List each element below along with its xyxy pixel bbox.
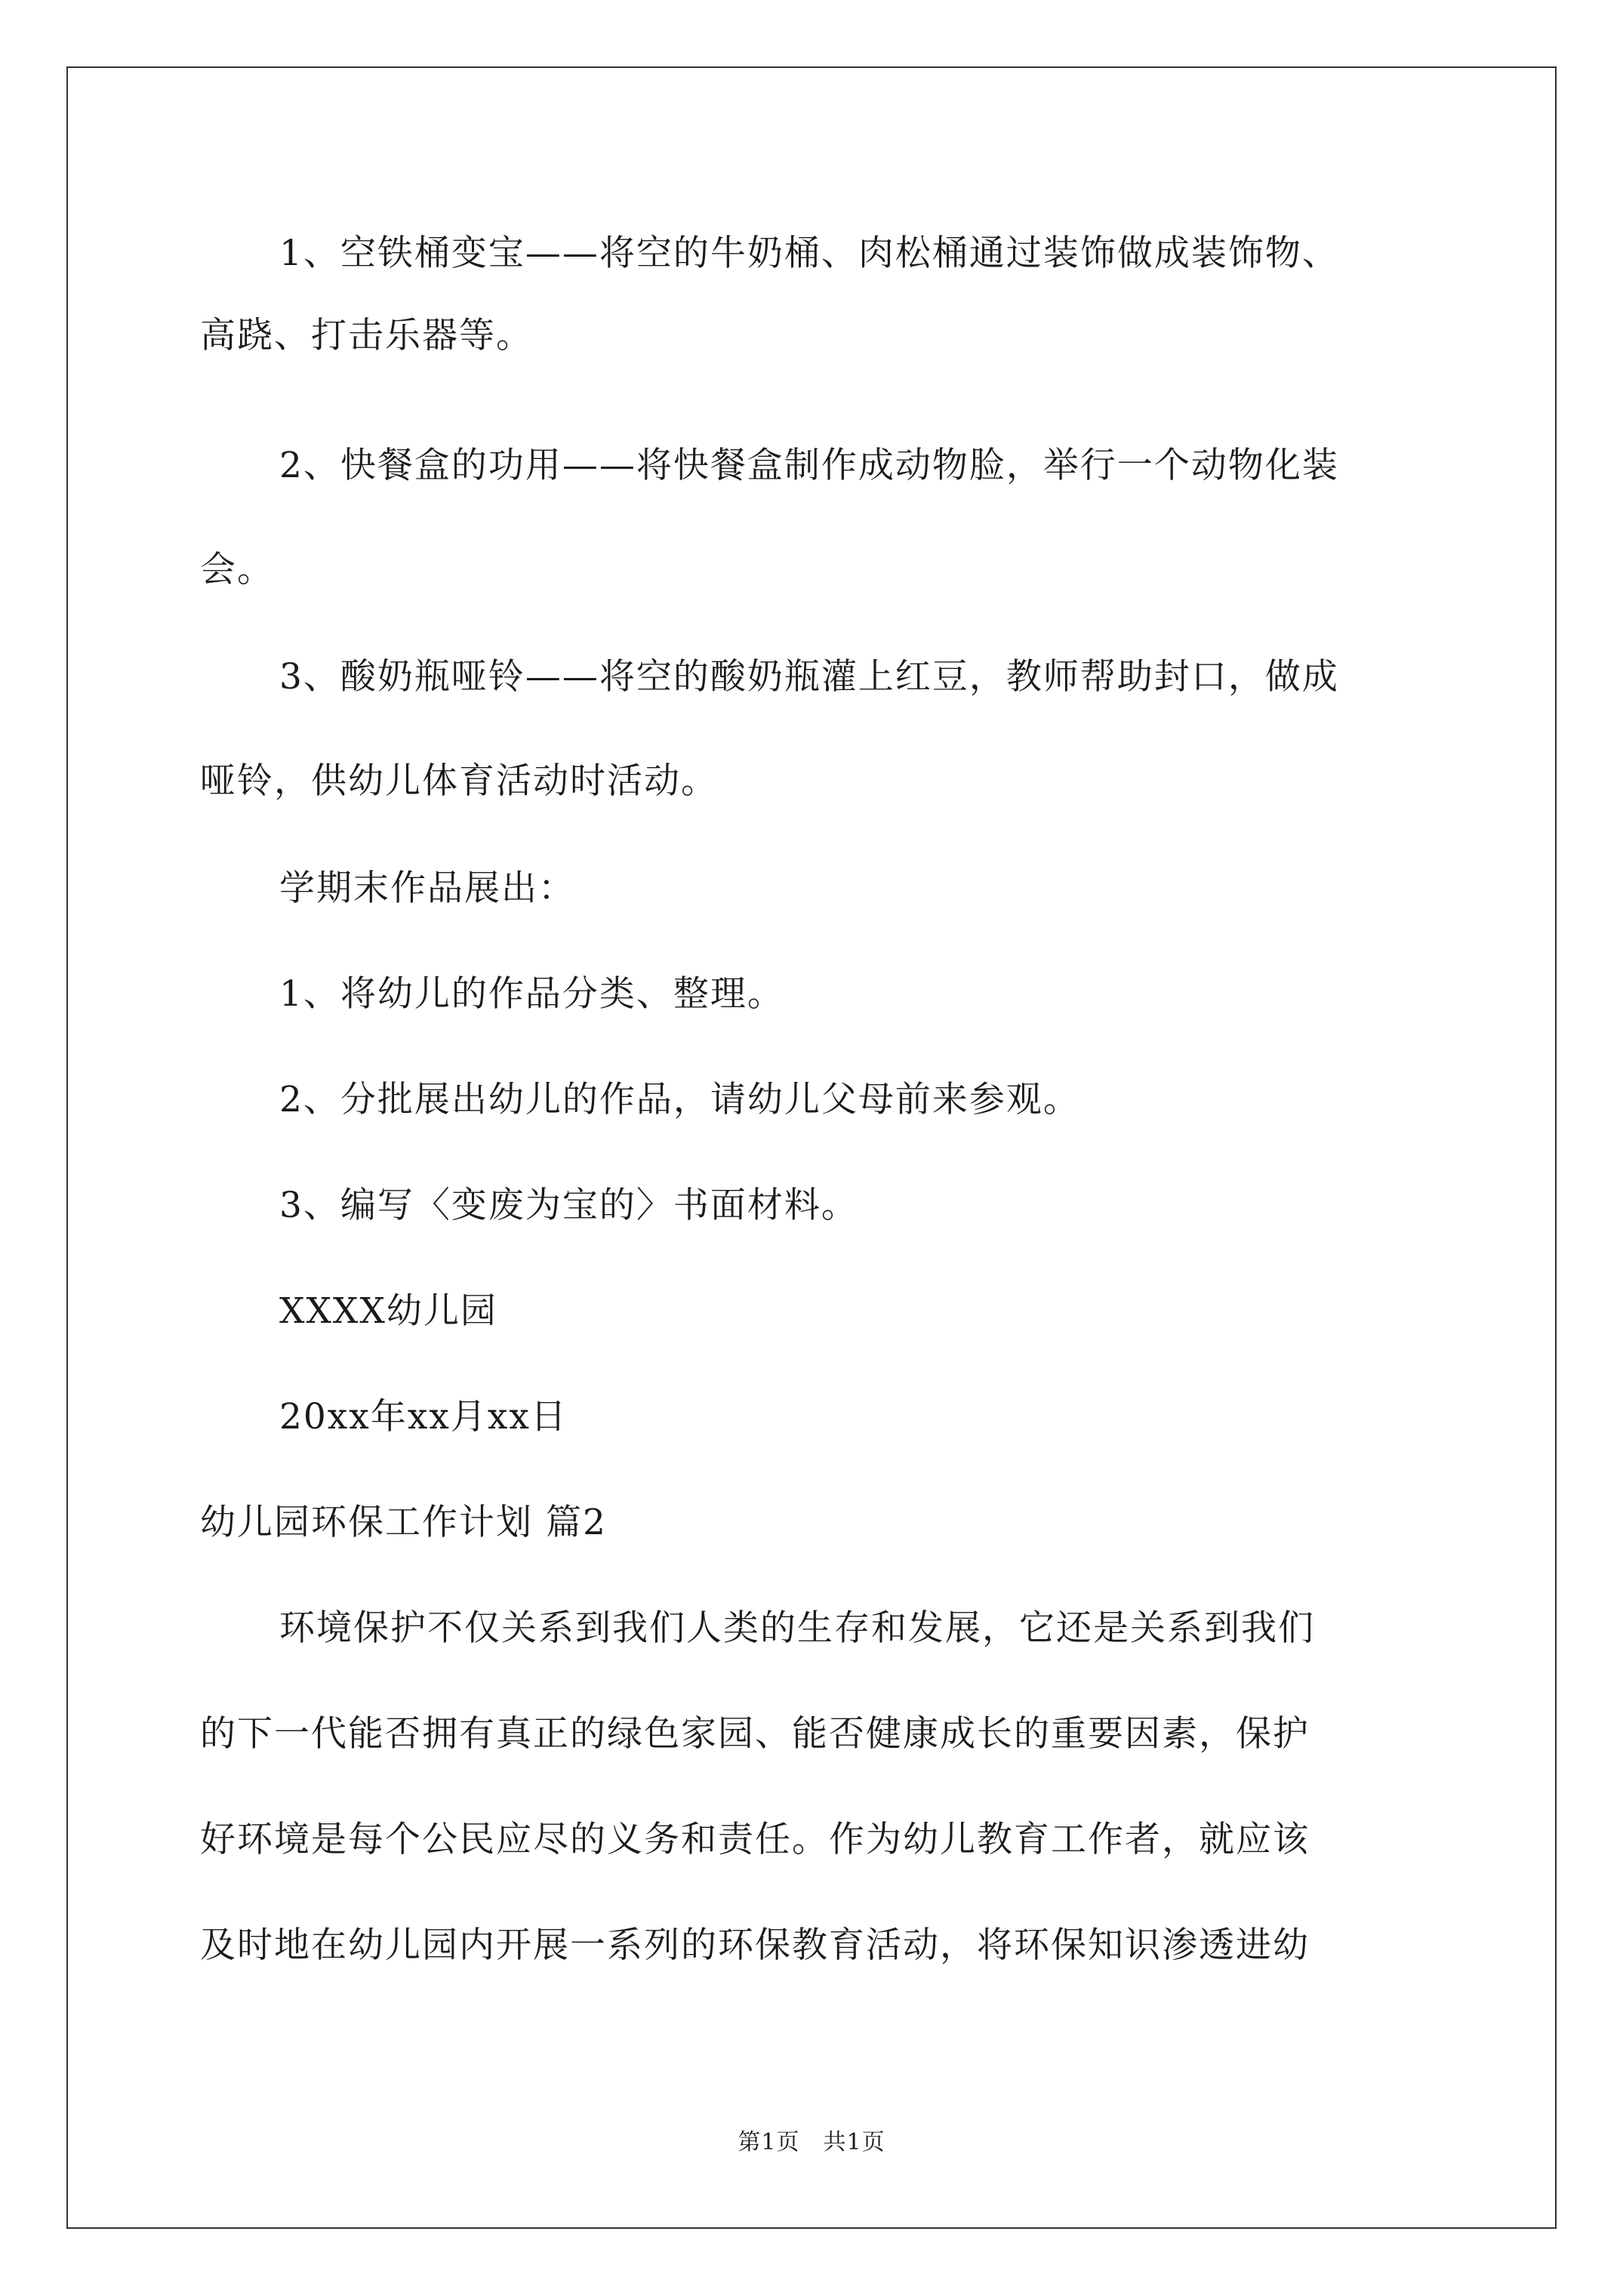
signature-org: XXXX幼儿园 [279,1290,497,1332]
paragraph-line: 的下一代能否拥有真正的绿色家园、能否健康成长的重要因素，保护 [200,1713,1310,1755]
section-heading: 学期末作品展出： [279,868,575,909]
section-title: 幼儿园环保工作计划 篇2 [200,1502,607,1543]
page-footer: 第1页 共1页 [738,2129,885,2156]
signature-date: 20xx年xx月xx日 [279,1396,568,1438]
paragraph-line: 哑铃，供幼儿体育活动时活动。 [200,760,718,802]
paragraph-line: 高跷、打击乐器等。 [200,315,533,356]
paragraph-line: 及时地在幼儿园内开展一系列的环保教育活动，将环保知识渗透进幼 [200,1925,1310,1966]
paragraph-line: 会。 [200,549,274,590]
paragraph-line: 2、快餐盒的功用——将快餐盒制作成动物脸，举行一个动物化装 [279,445,1339,486]
paragraph-line: 3、编写〈变废为宝的〉书面材料。 [279,1185,858,1226]
paragraph-line: 2、分批展出幼儿的作品，请幼儿父母前来参观。 [279,1079,1080,1120]
paragraph-line: 环境保护不仅关系到我们人类的生存和发展，它还是关系到我们 [279,1607,1315,1649]
paragraph-line: 1、将幼儿的作品分类、整理。 [279,973,784,1015]
paragraph-line: 1、空铁桶变宝——将空的牛奶桶、肉松桶通过装饰做成装饰物、 [279,233,1339,274]
paragraph-line: 好环境是每个公民应尽的义务和责任。作为幼儿教育工作者，就应该 [200,1819,1310,1860]
paragraph-line: 3、酸奶瓶哑铃——将空的酸奶瓶灌上红豆，教师帮助封口，做成 [279,656,1339,698]
page-border [66,66,1557,2229]
